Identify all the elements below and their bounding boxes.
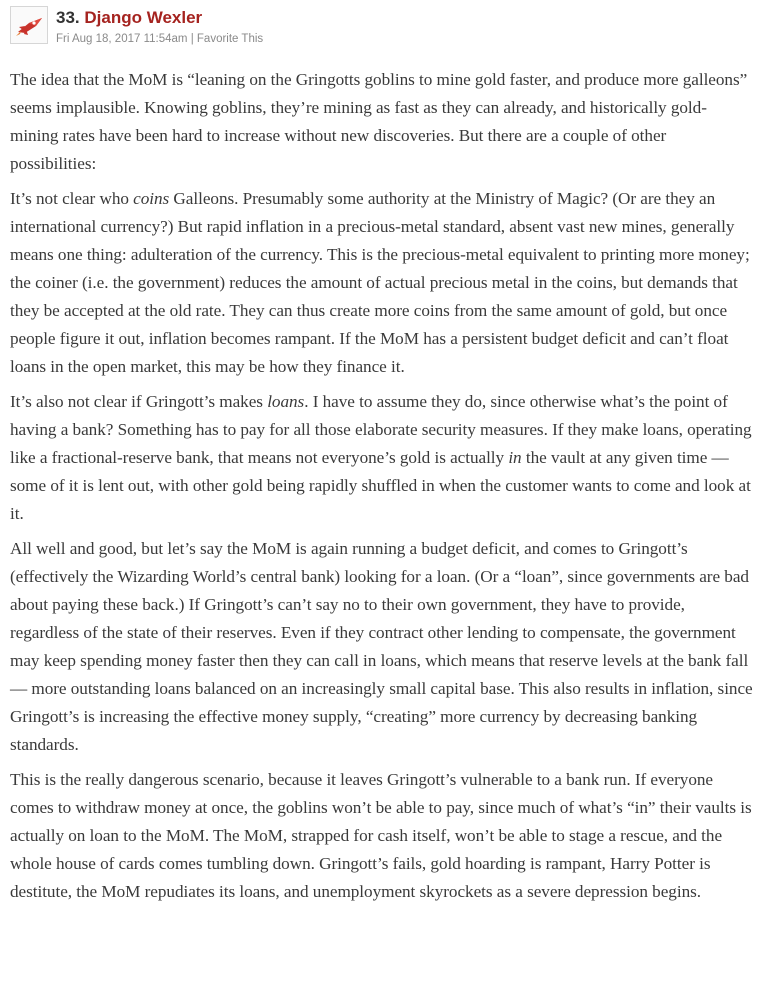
paragraph-text: . I have to assume they do, since otherwise what’s the point of having a bank? Something has to pay for all those elaborate security measures. If they make loans, operating like a fractional-reserve bank, that means not everyone’s gold is actually [10,392,752,467]
comment-date: Fri Aug 18, 2017 11:54am [56,33,188,45]
paragraph-text: It’s also not clear if Gringott’s makes [10,392,268,411]
paragraph-text: Galleons. Presumably some authority at the Ministry of Magic? (Or are they an international currency?) But rapid inflation in a precious-metal standard, absent vast new mines, generally means one thing: adulteration of the currency. This is the precious-metal equivalent to printing more money; the coiner (i.e. the government) reduces the amount of actual precious metal in the coins, but demands that they be accepted at the old rate. They can thus create more coins from the same amount of gold, but once people figure it out, inflation becomes rampant. If the MoM has a persistent budget deficit and can’t float loans in the open market, this may be how they finance it. [10,189,750,376]
comment-meta [56,8,263,47]
avatar[interactable] [10,6,48,44]
emphasis-in: in [508,448,522,467]
paragraph-text: the vault at any given time — some of it is lent out, with other gold being rapidly shuffled in when the customer wants to come and look at it. [10,448,751,523]
meta-separator: | [190,33,194,45]
rocket-avatar-icon [15,13,45,39]
comment-paragraph [10,388,755,528]
comment-number: 33. [56,8,80,27]
comment-author-link[interactable]: Django Wexler [84,8,203,27]
comment-body [10,66,755,913]
comment-paragraph [10,185,755,381]
comment-paragraph: The idea that the MoM is “leaning on the Gringotts goblins to mine gold faster, and produce more galleons” seems implausible. Knowing goblins, they’re mining as fast as they can already, and historically gold-mining rates have been hard to increase without new discoveries. But there are a couple of other possibilities: [10,70,748,173]
emphasis-coins: coins [133,189,170,208]
emphasis-loans: loans [267,392,305,411]
comment-paragraph: This is the really dangerous scenario, because it leaves Gringott’s vulnerable to a bank run. If everyone comes to withdraw money at once, the goblins won’t be able to pay, since much of what’s “in” their vaults is actually on loan to the MoM. The MoM, strapped for cash itself, won’t be able to stage a rescue, and the whole house of cards comes tumbling down. Gringott’s fails, gold hoarding is rampant, Harry Potter is destitute, the MoM repudiates its loans, and unemployment skyrockets as a severe depression begins. [10,770,752,901]
comment-paragraph: All well and good, but let’s say the MoM is again running a budget deficit, and comes to Gringott’s (effectively the Wizarding World’s central bank) looking for a loan. (Or a “loan”, since governments are bad about paying these back.) If Gringott’s can’t say no to their own government, they have to provide, regardless of the state of their reserves. Even if they contract other lending to compensate, the government may keep spending money faster then they can call in loans, which means that reserve levels at the bank fall — more outstanding loans balanced on an increasingly small capital base. This also results in inflation, since Gringott’s is increasing the effective money supply, “creating” more currency by decreasing banking standards. [10,539,753,754]
comment-header [10,6,750,48]
favorite-this-link[interactable]: Favorite This [196,33,264,45]
comment-info [56,31,263,47]
comment-title [56,8,263,28]
paragraph-text: It’s not clear who [10,189,134,208]
